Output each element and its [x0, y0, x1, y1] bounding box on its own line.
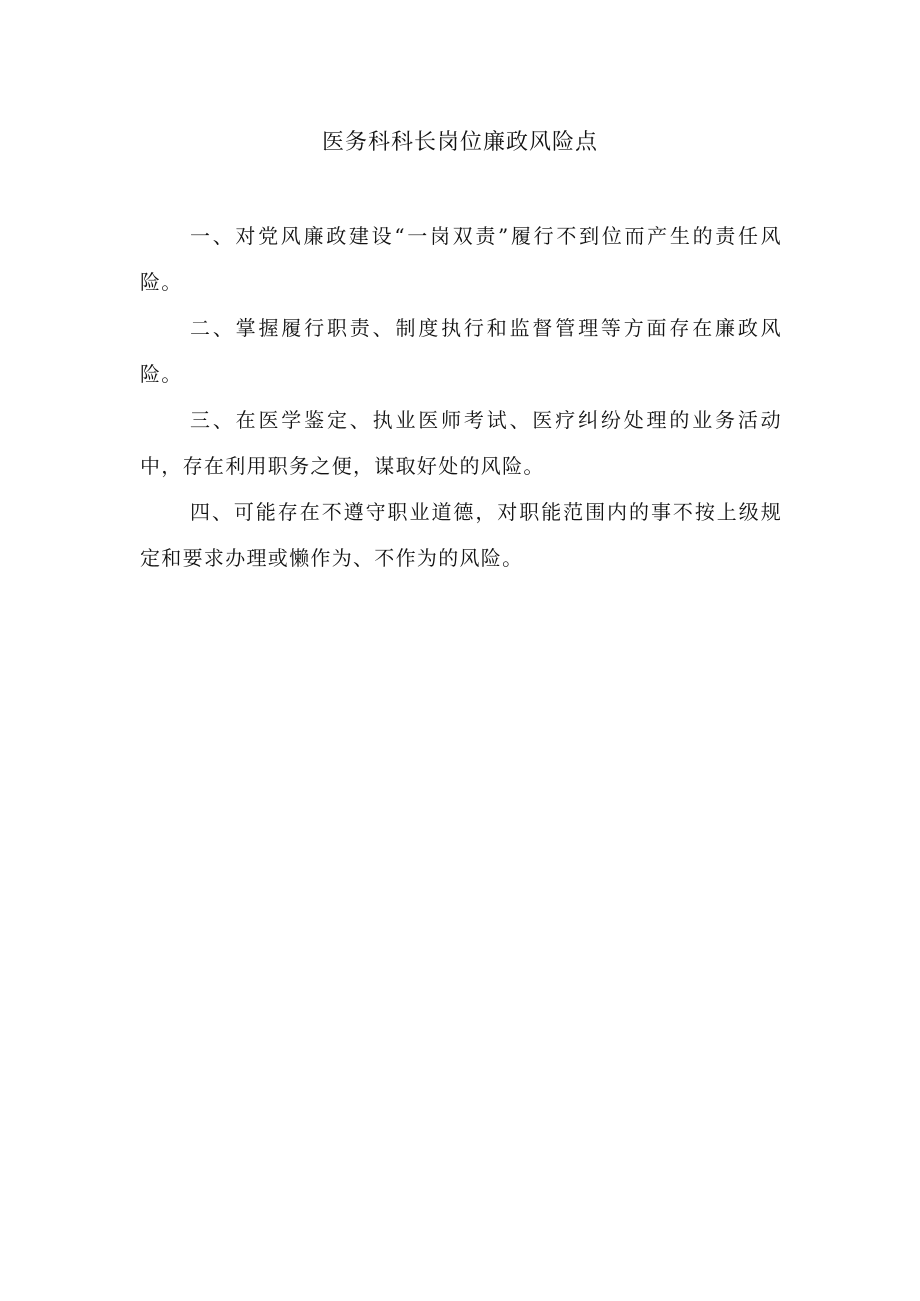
paragraph-1: 一、对党风廉政建设“一岗双责”履行不到位而产生的责任风险。	[140, 224, 782, 294]
paragraph-4: 四、可能存在不遵守职业道德，对职能范围内的事不按上级规定和要求办理或懒作为、不作为的风险。	[140, 500, 782, 570]
paragraph-2: 二、掌握履行职责、制度执行和监督管理等方面存在廉政风险。	[140, 316, 782, 386]
document-title: 医务科科长岗位廉政风险点	[321, 130, 598, 155]
paragraph-3: 三、在医学鉴定、执业医师考试、医疗纠纷处理的业务活动中，存在利用职务之便，谋取好处的风险。	[140, 408, 782, 478]
document-body	[140, 213, 782, 581]
